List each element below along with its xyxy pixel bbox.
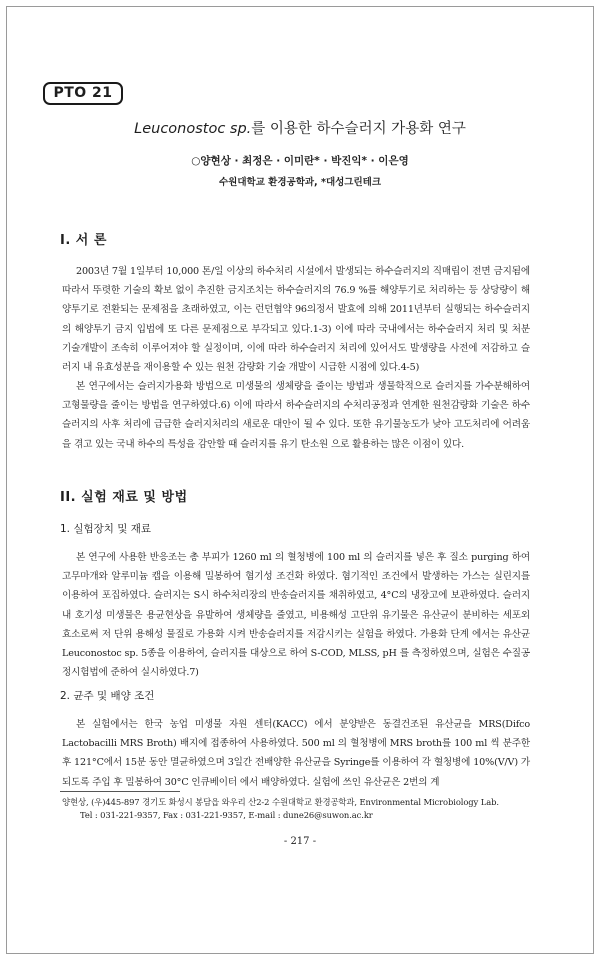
affiliation: 수원대학교 환경공학과, *대성그린테크 xyxy=(218,177,382,188)
footnote-divider xyxy=(60,791,180,792)
footnote-contact: Tel : 031-221-9357, Fax : 031-221-9357, E-mail : dune26@suwon.ac.kr xyxy=(80,810,373,820)
page-number: - 217 - xyxy=(283,836,317,847)
strain-paragraph: 본 실험에서는 한국 농업 미생물 자원 센터(KACC) 에서 분양받은 동결건조된 유산균을 MRS(Difco Lactobacilli MRS Broth) 배지에 접종하여 사용하였다. 500 ml 의 혈청병에 MRS broth를 100 ml 씩 분주한 후 121°C에서 15분 동안 멸균하였으며 3일간 전배양한 유산균을 Syringe를 이용하여 각 혈청병에 10%(V/V) 가 되도록 주입 후 밀봉하여 30°C 인큐베이터 에서 배양하였다. 실험에 쓰인 유산균은 2번의 계 xyxy=(62,719,530,788)
introduction-paragraph-1: 2003년 7월 1일부터 10,000 톤/일 이상의 하수처리 시설에서 발생되는 하수슬러지의 직매립이 전면 금지됨에 따라서 뚜렷한 기술의 확보 없이 추진한 금지조치는 하수슬러지의 76.9 %를 해양투기로 처리하는 등 상당량이 해양투기로 전환되는 문제점을 초래하였고, 이는 런던협약 96의정서 발효에 의해 2011년부터 실행되는 하수슬러지의 해양투기 금지 입법에 또 다른 문제점으로 부각되고 있다.1-3) 이에 따라 국내에서는 하수슬러지 처리 및 처분 기술개발이 조속히 이루어져야 할 실정이며, 이에 따라 하수슬러지 처리에 있어서도 발생량을 사전에 저감하고 슬러지 내 유효성분을 재이용할 수 있는 원천 감량화 기술 개발이 시급한 시점에 있다.4-5) xyxy=(62,266,530,374)
footnote-address: 양현상, (우)445-897 경기도 화성시 봉담읍 와우리 산2-2 수원대학교 환경공학과, Environmental Microbiology Lab. xyxy=(62,797,499,807)
section-heading-methods: II. 실험 재료 및 방법 xyxy=(60,490,188,505)
title-text: 를 이용한 하수슬러지 가용화 연구 xyxy=(251,121,466,137)
apparatus-paragraph: 본 연구에 사용한 반응조는 총 부피가 1260 ml 의 혈청병에 100 ml 의 슬러지를 넣은 후 질소 purging 하여 고무마개와 알루미늄 캡을 이용해 밀봉하여 혐기성 조건화 하였다. 혐기적인 조건에서 발생하는 가스는 실린지를 이용하여 포집하였다. 슬러지는 S시 하수처리장의 반송슬러지를 채취하였고, 4°C의 냉장고에 보관하였다. 슬러지 내 호기성 미생물은 용균현상을 유발하여 생체량을 줄였고, 비용해성 고단위 유기물은 유산균이 분비하는 세포외 효소로써 저 단위 용해성 물질로 가용화 시켜 반송슬러지를 저감시키는 실험을 하였다. 가용화 단계 에서는 유산균 Leuconostoc sp. 5종을 이용하여, 슬러지를 대상으로 하여 S-COD, MLSS, pH 를 측정하였으며, 실험은 수질공정시험법에 준하여 실시하였다.7) xyxy=(62,552,530,679)
paper-title xyxy=(60,117,540,138)
session-badge: PTO 21 xyxy=(43,82,123,105)
title-organism: Leuconostoc sp. xyxy=(134,121,252,137)
section-heading-introduction: I. 서 론 xyxy=(60,233,107,248)
author-list: ○양현상 · 최정은 · 이미란* · 박진익* · 이은영 xyxy=(191,155,409,167)
introduction-paragraph-2: 본 연구에서는 슬러지가용화 방법으로 미생물의 생체량을 줄이는 방법과 생물학적으로 슬러지를 가수분해하여 고형물량을 줄이는 방법을 연구하였다.6) 이에 따라서 하수슬러지의 수처리공정과 연계한 원천감량화 기술은 하수슬러지의 사후 처리에 급급한 슬러지처리의 새로운 대안이 될 수 있다. 또한 유기물농도가 낮아 고도처리에 어려움을 겪고 있는 국내 하수의 특성을 감안할 때 슬러지를 유기 탄소원 으로 활용하는 많은 이점이 있다. xyxy=(62,381,530,450)
subsection-heading-apparatus: 1. 실험장치 및 재료 xyxy=(60,523,152,535)
subsection-heading-strain: 2. 균주 및 배양 조건 xyxy=(60,690,155,702)
